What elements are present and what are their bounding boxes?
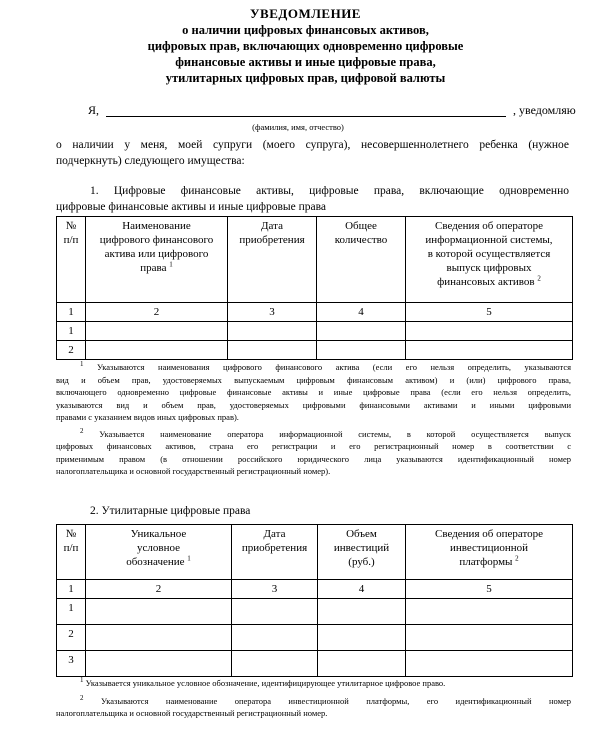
header-platform-operator: Сведения об операторе инвестиционной платформы $^2$ — [406, 525, 573, 580]
footnote-mark: 2 — [80, 693, 84, 702]
column-number: 2 — [86, 303, 228, 322]
column-number: 1 — [57, 303, 86, 322]
footnote-ref: 1 — [169, 260, 173, 269]
declaration-text — [56, 137, 569, 169]
table-header-row — [57, 525, 573, 580]
column-number: 4 — [317, 303, 406, 322]
full-name-caption: (фамилия, имя, отчество) — [252, 122, 344, 132]
title-line: цифровых прав, включающих одновременно цифровые — [147, 39, 464, 53]
table-cell[interactable] — [318, 651, 406, 677]
footnote-mark: 2 — [80, 426, 84, 435]
table-cell[interactable] — [232, 625, 318, 651]
declarant-prefix: Я, — [88, 103, 100, 117]
table-cell[interactable] — [86, 341, 228, 360]
table-row — [57, 599, 573, 625]
table-cell[interactable] — [86, 322, 228, 341]
table-cell[interactable] — [406, 599, 573, 625]
table-cell[interactable] — [406, 651, 573, 677]
document-title — [60, 6, 551, 86]
column-numbers-row — [57, 580, 573, 599]
table-cell[interactable] — [232, 651, 318, 677]
digital-assets-table — [56, 216, 573, 360]
table-row — [57, 322, 573, 341]
column-number: 5 — [406, 580, 573, 599]
table-cell[interactable] — [228, 322, 317, 341]
footnote-mark: 1 — [80, 360, 84, 369]
table-cell[interactable] — [318, 599, 406, 625]
table-cell[interactable] — [406, 322, 573, 341]
declarant-row — [88, 101, 578, 119]
header-unique-designation: Уникальное условное обозначение $^1$ — [86, 525, 232, 580]
column-number: 2 — [86, 580, 232, 599]
header-num: № п/п — [57, 217, 86, 303]
row-number: 1 — [57, 322, 86, 341]
table-row — [57, 651, 573, 677]
table-cell[interactable] — [317, 322, 406, 341]
row-number: 2 — [57, 625, 86, 651]
header-asset-name: Наименование цифрового финансового актива или цифрового права $^1$ — [86, 217, 228, 303]
footnote-1: $^1$ Указываются наименования цифрового финансового актива (если его нельзя определить, указываются вид и объем прав, удостоверяемых выпускаемым цифровым финансовым активом) и (или) цифрового права, включающего одновременно цифровые финансовые активы и иные цифровые права (если его нельзя определить, указываются вид и объем прав, удостоверяемых цифровыми финансовыми активами и иными цифровыми правами с указанием видов иных цифровых прав). — [56, 360, 572, 422]
footnote-mark: 1 — [80, 676, 84, 685]
title-line: финансовые активы и иные цифровые права, — [175, 55, 436, 69]
table-cell[interactable] — [317, 341, 406, 360]
title-line: УВЕДОМЛЕНИЕ — [250, 6, 361, 21]
column-number: 3 — [228, 303, 317, 322]
footnote-2: $^2$ Указываются наименование оператора инвестиционной платформы, его идентификационный номер налогоплательщика и основной государственный регистрационный номер. — [56, 693, 572, 718]
footnote-ref: 1 — [187, 554, 191, 563]
row-number: 1 — [57, 599, 86, 625]
header-operator-info: Сведения об операторе информационной системы, в которой осуществляется выпуск цифровых финансовых активов $^2$ — [406, 217, 573, 303]
table-cell[interactable] — [86, 599, 232, 625]
column-number: 3 — [232, 580, 318, 599]
table-cell[interactable] — [406, 341, 573, 360]
table-cell[interactable] — [86, 625, 232, 651]
table-cell[interactable] — [406, 625, 573, 651]
section1-heading-line: 1. Цифровые финансовые активы, цифровые права, включающие одновременно — [90, 185, 569, 197]
header-investment-volume: Объем инвестиций (руб.) — [318, 525, 406, 580]
table-header-row — [57, 217, 573, 303]
title-line: о наличии цифровых финансовых активов, — [182, 23, 429, 37]
footnote-ref: 2 — [515, 554, 519, 563]
column-number: 1 — [57, 580, 86, 599]
section1-footnotes — [56, 361, 571, 478]
declarant-suffix: , уведомляю — [513, 103, 576, 117]
table-cell[interactable] — [228, 341, 317, 360]
table-cell[interactable] — [86, 651, 232, 677]
column-numbers-row — [57, 303, 573, 322]
row-number: 2 — [57, 341, 86, 360]
table-row — [57, 625, 573, 651]
declaration-text-line: о наличии у меня, моей супруги (моего супруга), несовершеннолетнего ребенка (нужное — [56, 139, 569, 151]
table-cell[interactable] — [232, 599, 318, 625]
header-num: № п/п — [57, 525, 86, 580]
utilitarian-rights-table — [56, 524, 573, 677]
table-row — [57, 341, 573, 360]
section1-heading-line: цифровые финансовые активы и иные цифровые права — [56, 201, 326, 213]
header-acquisition-date: Дата приобретения — [228, 217, 317, 303]
header-total-quantity: Общее количество — [317, 217, 406, 303]
declaration-text-line: подчеркнуть) следующего имущества: — [56, 155, 245, 167]
section2-heading: 2. Утилитарные цифровые права — [90, 505, 251, 517]
section2-footnotes — [56, 677, 571, 720]
footnote-ref: 2 — [537, 274, 541, 283]
footnote-1: $^1$ Указывается уникальное условное обозначение, идентифицирующее утилитарное цифровое право. — [80, 676, 446, 688]
row-number: 3 — [57, 651, 86, 677]
title-line: утилитарных цифровых прав, цифровой валюты — [165, 71, 446, 85]
section1-heading — [56, 183, 569, 215]
full-name-field[interactable] — [106, 116, 506, 117]
column-number: 4 — [318, 580, 406, 599]
column-number: 5 — [406, 303, 573, 322]
footnote-2: $^2$ Указывается наименование оператора информационной системы, в которой осуществляется выпуск цифровых финансовых активов, страна его регистрации и его регистрационный номер в соответствии с применимым правом (в отношении российского юридического лица указываются идентификационный номер налогоплательщика и основной государственный регистрационный номер). — [56, 426, 571, 476]
table-cell[interactable] — [318, 625, 406, 651]
header-acquisition-date: Дата приобретения — [232, 525, 318, 580]
